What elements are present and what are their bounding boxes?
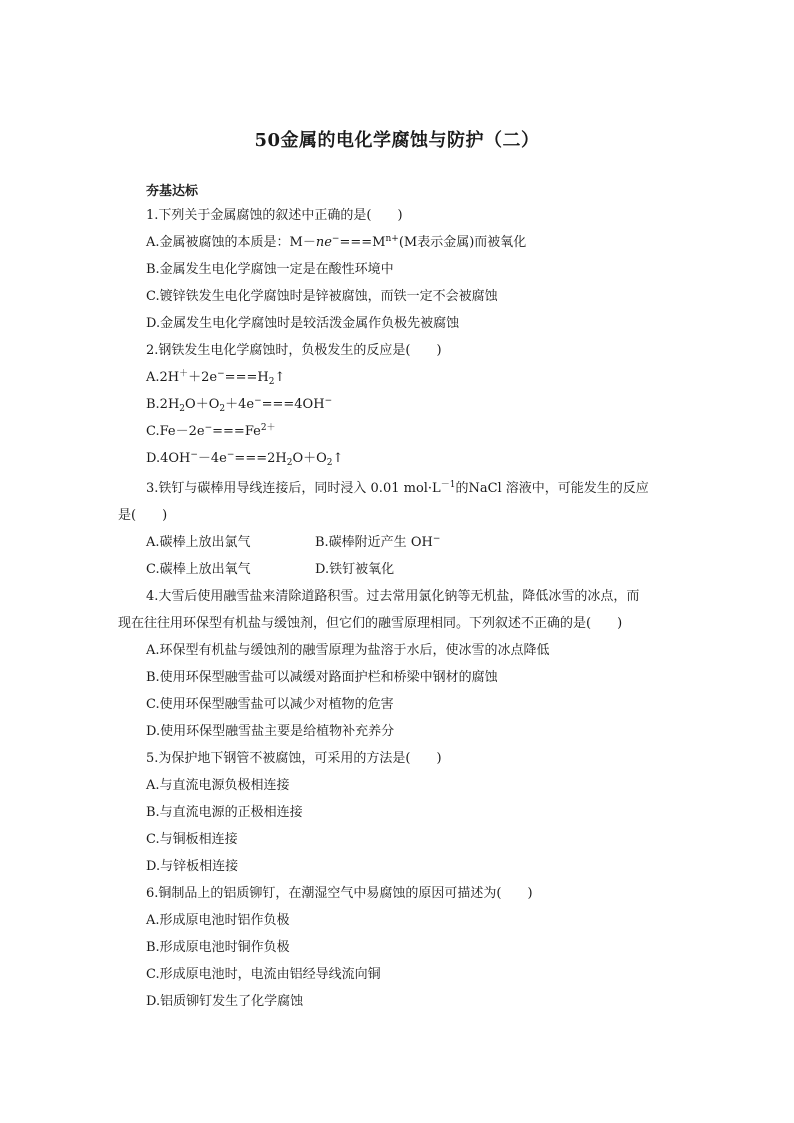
question-1-option-d: D.金属发生电化学腐蚀时是较活泼金属作负极先被腐蚀 (146, 316, 460, 331)
question-5-stem: 5.为保护地下钢管不被腐蚀，可采用的方法是( ) (146, 751, 442, 766)
question-1-option-b: B.金属发生电化学腐蚀一定是在酸性环境中 (146, 262, 394, 277)
question-1-stem: 1.下列关于金属腐蚀的叙述中正确的是( ) (146, 208, 403, 223)
question-5-option-b: B.与直流电源的正极相连接 (146, 805, 303, 820)
question-4-option-a: A.环保型有机盐与缓蚀剂的融雪原理为盐溶于水后，使冰雪的冰点降低 (146, 643, 550, 658)
question-1-option-a: A.金属被腐蚀的本质是：$M-ne^-===M^{n+}(M$表示金属)而被氧化 (146, 234, 527, 250)
question-1-option-c: C.镀锌铁发生电化学腐蚀时是锌被腐蚀，而铁一定不会被腐蚀 (146, 289, 498, 304)
question-4-option-c: C.使用环保型融雪盐可以减少对植物的危害 (146, 697, 394, 712)
question-2-option-a: $A.2H^++2e^-===H_2↑$ (146, 369, 286, 387)
question-2-option-d: $D.4OH^--4e^-===2H_2O+O_2↑$ (146, 450, 344, 468)
question-6-option-b: B.形成原电池时铜作负极 (146, 940, 290, 955)
question-3-option-a: A.碳棒上放出氯气 (146, 535, 251, 550)
question-2-option-b: $B.2H_2O+O_2+4e^-===4OH^-$ (146, 396, 333, 414)
question-6-stem: 6.铜制品上的铝质铆钉，在潮湿空气中易腐蚀的原因可描述为( ) (146, 886, 533, 901)
question-5-option-d: D.与锌板相连接 (146, 859, 239, 874)
section-heading: 夯基达标 (146, 184, 199, 199)
question-4-stem-line-1: 4.大雪后使用融雪盐来清除道路积雪。过去常用氯化钠等无机盐，降低冰雪的冰点，而 (146, 589, 640, 604)
question-3-stem-line-2: 是( ) (118, 508, 168, 523)
question-3-option-b: B.碳棒附近产生 OH− (315, 534, 441, 550)
question-2-option-c: $C.Fe-2e^-===Fe^{2+}$ (146, 423, 276, 439)
question-3-option-d: D.铁钉被氧化 (315, 562, 395, 577)
question-6-option-d: D.铝质铆钉发生了化学腐蚀 (146, 994, 304, 1009)
question-5-option-c: C.与铜板相连接 (146, 832, 238, 847)
question-6-option-c: C.形成原电池时，电流由铝经导线流向铜 (146, 967, 381, 982)
question-4-option-b: B.使用环保型融雪盐可以减缓对路面护栏和桥梁中钢材的腐蚀 (146, 670, 498, 685)
page-title: 50金属的电化学腐蚀与防护（二） (254, 130, 540, 151)
question-3-option-c: C.碳棒上放出氧气 (146, 562, 251, 577)
question-4-option-d: D.使用环保型融雪盐主要是给植物补充养分 (146, 724, 395, 739)
question-2-stem: 2.钢铁发生电化学腐蚀时，负极发生的反应是( ) (146, 343, 442, 358)
question-5-option-a: A.与直流电源负极相连接 (146, 778, 290, 793)
question-4-stem-line-2: 现在往往用环保型有机盐与缓蚀剂，但它们的融雪原理相同。下列叙述不正确的是( ) (118, 616, 623, 631)
question-3-stem-line-1: 3.铁钉与碳棒用导线连接后，同时浸入 0.01 $mol\cdot L^{-1}$的NaCl 溶液中，可能发生的反应 (146, 480, 649, 496)
question-6-option-a: A.形成原电池时铝作负极 (146, 913, 290, 928)
